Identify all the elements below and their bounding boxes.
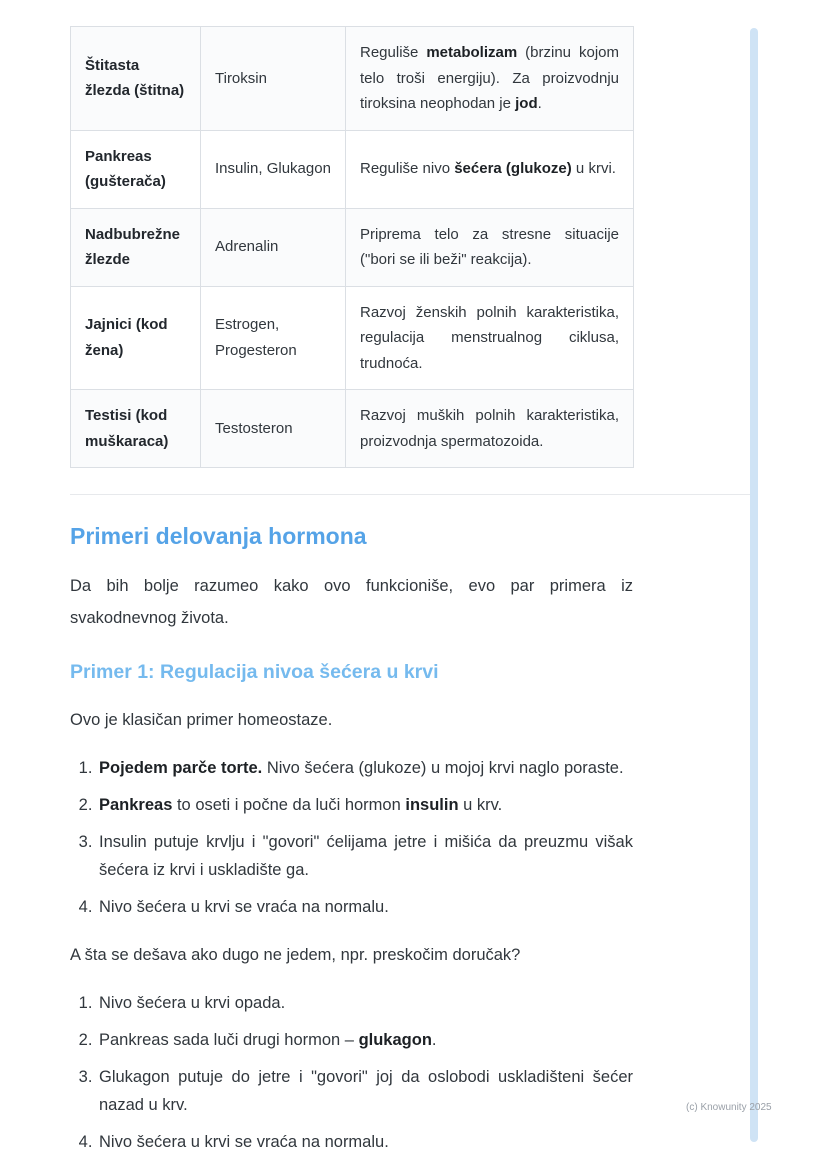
question-paragraph: A šta se dešava ako dugo ne jedem, npr. preskočim doručak? <box>70 945 521 964</box>
step-item: 1. Nivo šećera u krvi opada. <box>97 989 633 1017</box>
table-row <box>71 27 634 131</box>
step-item: 2. Pankreas to oseti i počne da luči hormon insulin u krv. <box>97 791 633 819</box>
table-row <box>71 286 634 390</box>
function-cell: Reguliše metabolizam (brzinu kojom telo troši energiju). Za proizvodnju tiroksina neophodan je jod. <box>346 27 634 131</box>
table-row <box>71 390 634 468</box>
step-item: 4. Nivo šećera u krvi se vraća na normalu. <box>97 1128 633 1156</box>
content-area <box>70 26 633 1171</box>
table-row <box>71 208 634 286</box>
gland-cell: Jajnici (kod žena) <box>71 286 201 390</box>
hormone-cell: Estrogen, Progesteron <box>201 286 346 390</box>
step-item: 4. Nivo šećera u krvi se vraća na normalu. <box>97 893 633 921</box>
section-heading: Primeri delovanja hormona <box>70 523 367 549</box>
hormone-cell: Testosteron <box>201 390 346 468</box>
hormone-cell: Adrenalin <box>201 208 346 286</box>
intro-paragraph: Da bih bolje razumeo kako ovo funkcioniše, evo par primera iz svakodnevnog života. <box>70 576 633 628</box>
step-item: 3. Glukagon putuje do jetre i "govori" joj da oslobodi uskladišteni šećer nazad u krv. <box>97 1063 633 1119</box>
function-cell: Priprema telo za stresne situacije ("bori se ili beži" reakcija). <box>346 208 634 286</box>
function-cell: Razvoj ženskih polnih karakteristika, regulacija menstrualnog ciklusa, trudnoća. <box>346 286 634 390</box>
step-item: 2. Pankreas sada luči drugi hormon – glukagon. <box>97 1026 633 1054</box>
hormone-cell: Insulin, Glukagon <box>201 130 346 208</box>
step-item: 3. Insulin putuje krvlju i "govori" ćelijama jetre i mišića da preuzmu višak šećera iz krvi i uskladište ga. <box>97 828 633 884</box>
gland-cell: Štitasta žlezda (štitna) <box>71 27 201 131</box>
gland-cell: Pankreas (gušterača) <box>71 130 201 208</box>
watermark: (c) Knowunity 2025 <box>686 1102 772 1113</box>
example1-heading: Primer 1: Regulacija nivoa šećera u krvi <box>70 661 439 684</box>
function-cell: Razvoj muških polnih karakteristika, proizvodnja spermatozoida. <box>346 390 634 468</box>
table-row <box>71 130 634 208</box>
hormone-cell: Tiroksin <box>201 27 346 131</box>
lead-paragraph: Ovo je klasičan primer homeostaze. <box>70 710 333 729</box>
function-cell: Reguliše nivo šećera (glukoze) u krvi. <box>346 130 634 208</box>
gland-cell: Nadbubrežne žlezde <box>71 208 201 286</box>
gland-cell: Testisi (kod muškaraca) <box>71 390 201 468</box>
steps-list-sugar-rise <box>70 754 633 921</box>
hormone-table <box>70 26 634 468</box>
steps-list-sugar-fall <box>70 989 633 1156</box>
section-divider <box>70 494 758 495</box>
scrollbar-thumb[interactable] <box>750 28 758 1142</box>
step-item: 1. Pojedem parče torte. Nivo šećera (glukoze) u mojoj krvi naglo poraste. <box>97 754 633 782</box>
